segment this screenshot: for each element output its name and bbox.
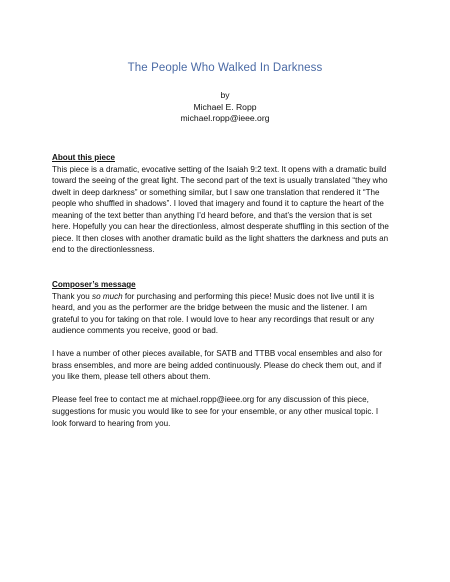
byline-author: Michael E. Ropp [193,101,257,112]
composer-emphasis: so much [92,291,123,301]
paragraph-spacer [52,337,408,349]
about-line: people who shuffled in shadows”. I loved that imagery and found it to capture the heart of the [52,199,384,209]
about-line: here. Hopefully you can hear the directionless, almost desperate shuffling in this section of the [52,222,389,232]
about-line: This piece is a dramatic, evocative setting of the Isaiah 9:2 text. It opens with a dramatic build [52,164,387,174]
composer-line: suggestions for music you would like to see for your ensemble, or any other musical topic. I [52,407,379,417]
document-title: The People Who Walked In Darkness [127,62,323,74]
about-heading: About this piece [52,153,115,162]
composer-paragraph-3 [52,394,408,429]
composer-paragraph-1 [52,291,408,337]
composer-line: brass ensembles, and more are being added continuously. Please do check them out, and if [52,360,382,370]
section-spacer [52,256,408,279]
composer-line-text: for purchasing and performing this piece! Music does not live until it is [122,291,375,301]
about-line: dwelt in deep darkness” or something similar, but I saw one translation that rendered it “The [52,187,380,197]
about-line: end to the directionlessness. [52,245,155,255]
composer-paragraph-2 [52,348,408,383]
about-line: meaning of the text better than anything I’d heard before, and that’s the version that is set [52,210,372,220]
composer-line: look forward to hearing from you. [52,418,171,428]
composer-line: grateful to you for taking on that role. I would love to hear any recordings that result or any [52,314,375,324]
composer-line: audience comments you receive, good or bad. [52,326,219,336]
composer-line [52,291,408,303]
composer-line: you like them, please tell others about them. [52,372,211,382]
document-body [52,152,408,429]
composer-line: I have a number of other pieces available, for SATB and TTBB vocal ensembles and also for [52,349,383,359]
composer-line-text: Thank you [52,291,93,301]
composer-line: Please feel free to contact me at michael.ropp@ieee.org for any discussion of this piece, [52,395,369,405]
about-line: toward the seeing of the great light. The second part of the text is usually translated “they who [52,176,388,186]
byline [0,90,450,125]
about-paragraph [52,164,408,256]
composer-heading: Composer’s message [52,280,136,290]
byline-by: by [220,90,230,100]
about-line: piece. It then closes with another dramatic build as the light shatters the darkness and puts an [52,233,389,243]
composer-line: heard, and you as the performer are the bridge between the music and the listener. I am [52,303,367,313]
byline-email: michael.ropp@ieee.org [180,113,270,124]
paragraph-spacer [52,383,408,395]
